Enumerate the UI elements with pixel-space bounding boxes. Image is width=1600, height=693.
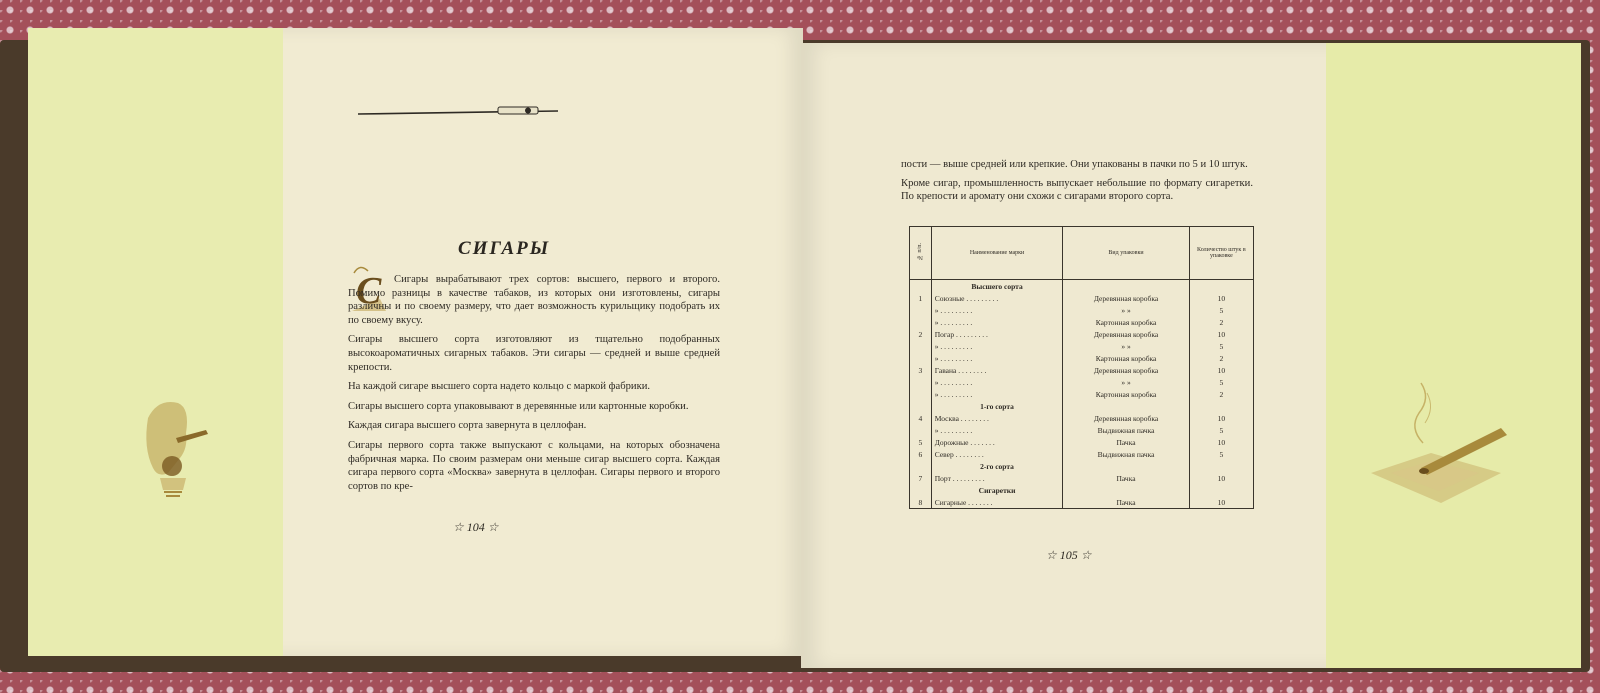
cell-quantity: 5	[1189, 376, 1253, 388]
header-quantity: Количество штук в упаковке	[1189, 227, 1253, 280]
cell-quantity: 10	[1189, 496, 1253, 509]
cell-packaging: » »	[1063, 340, 1189, 352]
cell-packaging: Деревянная коробка	[1063, 328, 1189, 340]
paragraph: На каждой сигаре высшего сорта надето кольцо с маркой фабрики.	[348, 381, 651, 393]
table-row	[910, 424, 1254, 436]
cell-quantity: 5	[1189, 304, 1253, 316]
paragraph: Сигары высшего сорта упаковывают в деревянные или картонные коробки.	[348, 400, 689, 412]
right-page	[801, 43, 1581, 668]
table-row	[910, 316, 1254, 328]
cell-quantity: 2	[1189, 352, 1253, 364]
cell-packaging: Деревянная коробка	[1063, 292, 1189, 304]
cell-number: 5	[910, 436, 932, 448]
cell-quantity	[1189, 280, 1253, 293]
cell-number	[910, 376, 932, 388]
cell-quantity	[1189, 460, 1253, 472]
paragraph: Каждая сигара высшего сорта завернута в целлофан.	[348, 420, 587, 432]
cell-brand: Порт . . . . . . . . .	[931, 472, 1063, 484]
table-body	[910, 280, 1254, 509]
cell-brand: Высшего сорта	[931, 280, 1063, 293]
cell-brand: Гавана . . . . . . . .	[931, 364, 1063, 376]
cell-packaging: » »	[1063, 376, 1189, 388]
cell-brand: Москва . . . . . . . .	[931, 412, 1063, 424]
cell-quantity: 10	[1189, 472, 1253, 484]
cell-quantity: 10	[1189, 412, 1253, 424]
cell-brand: » . . . . . . . . .	[931, 376, 1063, 388]
cell-quantity: 10	[1189, 292, 1253, 304]
cell-brand: Сигаретки	[931, 484, 1063, 496]
cell-brand: » . . . . . . . . .	[931, 388, 1063, 400]
cell-brand: » . . . . . . . . .	[931, 304, 1063, 316]
cell-quantity: 10	[1189, 328, 1253, 340]
table-row	[910, 304, 1254, 316]
cell-brand: Союзные . . . . . . . . .	[931, 292, 1063, 304]
cell-quantity: 10	[1189, 436, 1253, 448]
cell-number: 2	[910, 328, 932, 340]
table-section-row	[910, 280, 1254, 293]
cell-brand: » . . . . . . . . .	[931, 352, 1063, 364]
paragraph: Сигары высшего сорта изготовляют из тщательно подобранных высокоароматичных сигарных табаков. Эти сигары — средней и выше средней крепости.	[348, 334, 720, 373]
paragraph: Сигары вырабатывают трех сортов: высшего, первого и второго. Помимо разницы в качестве табаков, из которых они изготовлены, сигары различны и по своему размеру, что дает возможность курильщику подобрать их по своему вкусу.	[348, 274, 720, 326]
cell-quantity	[1189, 484, 1253, 496]
cell-number	[910, 388, 932, 400]
table-row	[910, 448, 1254, 460]
hand-cigar-illustration	[128, 378, 218, 503]
cell-brand: Дорожные . . . . . . .	[931, 436, 1063, 448]
page-number: ☆ 105 ☆	[1046, 548, 1092, 562]
cell-brand: Сигарные . . . . . . .	[931, 496, 1063, 509]
cell-number	[910, 280, 932, 293]
left-page	[28, 28, 803, 656]
chapter-title: СИГАРЫ	[458, 238, 551, 259]
cell-number	[910, 484, 932, 496]
right-color-band	[1326, 43, 1581, 668]
table-row	[910, 364, 1254, 376]
cell-packaging: Деревянная коробка	[1063, 412, 1189, 424]
cell-number	[910, 304, 932, 316]
cell-brand: 1-го сорта	[931, 400, 1063, 412]
header-number: № п/п.	[910, 227, 932, 280]
cell-number	[910, 424, 932, 436]
paragraph: пости — выше средней или крепкие. Они упакованы в пачки по 5 и 10 штук.	[901, 159, 1248, 170]
cell-number: 1	[910, 292, 932, 304]
cell-number	[910, 352, 932, 364]
cell-brand: Пoгap . . . . . . . . .	[931, 328, 1063, 340]
page-number: ☆ 104 ☆	[453, 520, 499, 534]
table-row	[910, 328, 1254, 340]
cell-number	[910, 340, 932, 352]
cell-quantity: 5	[1189, 424, 1253, 436]
cell-packaging: Картонная коробка	[1063, 352, 1189, 364]
cell-brand: » . . . . . . . . .	[931, 424, 1063, 436]
ashtray-illustration	[1361, 373, 1511, 513]
table-row	[910, 292, 1254, 304]
cell-brand: 2-го сорта	[931, 460, 1063, 472]
table-row	[910, 376, 1254, 388]
table-row	[910, 496, 1254, 509]
cell-quantity: 10	[1189, 364, 1253, 376]
cell-quantity: 5	[1189, 340, 1253, 352]
cigar-brands-table	[909, 226, 1254, 509]
left-body-text	[348, 273, 720, 499]
cell-quantity: 2	[1189, 388, 1253, 400]
cell-packaging	[1063, 460, 1189, 472]
cell-quantity: 5	[1189, 448, 1253, 460]
cell-brand: » . . . . . . . . .	[931, 316, 1063, 328]
cell-number	[910, 400, 932, 412]
table-header-row	[910, 227, 1254, 280]
cell-brand: » . . . . . . . . .	[931, 340, 1063, 352]
header-packaging: Вид упаковки	[1063, 227, 1189, 280]
cell-number: 3	[910, 364, 932, 376]
cell-packaging: » »	[1063, 304, 1189, 316]
table-row	[910, 412, 1254, 424]
cell-number	[910, 316, 932, 328]
cell-quantity	[1189, 400, 1253, 412]
book-spread	[20, 28, 1578, 668]
table-row	[910, 352, 1254, 364]
cell-packaging: Картонная коробка	[1063, 316, 1189, 328]
table-section-row	[910, 460, 1254, 472]
header-brand: Наименование марки	[931, 227, 1063, 280]
cell-packaging: Деревянная коробка	[1063, 364, 1189, 376]
cigar-rule-ornament	[358, 106, 558, 118]
cell-packaging: Пачка	[1063, 436, 1189, 448]
cell-number: 7	[910, 472, 932, 484]
cell-number	[910, 460, 932, 472]
cell-packaging	[1063, 400, 1189, 412]
table-row	[910, 340, 1254, 352]
cell-number: 6	[910, 448, 932, 460]
cell-packaging: Пачка	[1063, 472, 1189, 484]
right-body-text	[901, 158, 1253, 209]
cell-packaging: Картонная коробка	[1063, 388, 1189, 400]
table-section-row	[910, 400, 1254, 412]
cell-packaging	[1063, 484, 1189, 496]
cell-packaging	[1063, 280, 1189, 293]
cell-brand: Север . . . . . . . .	[931, 448, 1063, 460]
paragraph: Кроме сигар, промышленность выпускает небольшие по формату сигаретки. По крепости и аромату они схожи с сигарами второго сорта.	[901, 177, 1253, 203]
cell-packaging: Выдвижная пачка	[1063, 424, 1189, 436]
table-row	[910, 436, 1254, 448]
table-row	[910, 472, 1254, 484]
left-color-band	[28, 28, 283, 656]
table-row	[910, 388, 1254, 400]
drop-cap-letter: С	[356, 270, 382, 312]
cell-packaging: Выдвижная пачка	[1063, 448, 1189, 460]
cell-number: 8	[910, 496, 932, 509]
cell-quantity: 2	[1189, 316, 1253, 328]
cell-packaging: Пачка	[1063, 496, 1189, 509]
table-section-row	[910, 484, 1254, 496]
cell-number: 4	[910, 412, 932, 424]
paragraph: Сигары первого сорта также выпускают с кольцами, на которых обозначена фабричная марка. По своим размерам они меньше сигар высшего сорта. Каждая сигара первого сорта «Москва» завернута в целлофан. Сигары первого и второго сортов по кре-	[348, 439, 720, 492]
